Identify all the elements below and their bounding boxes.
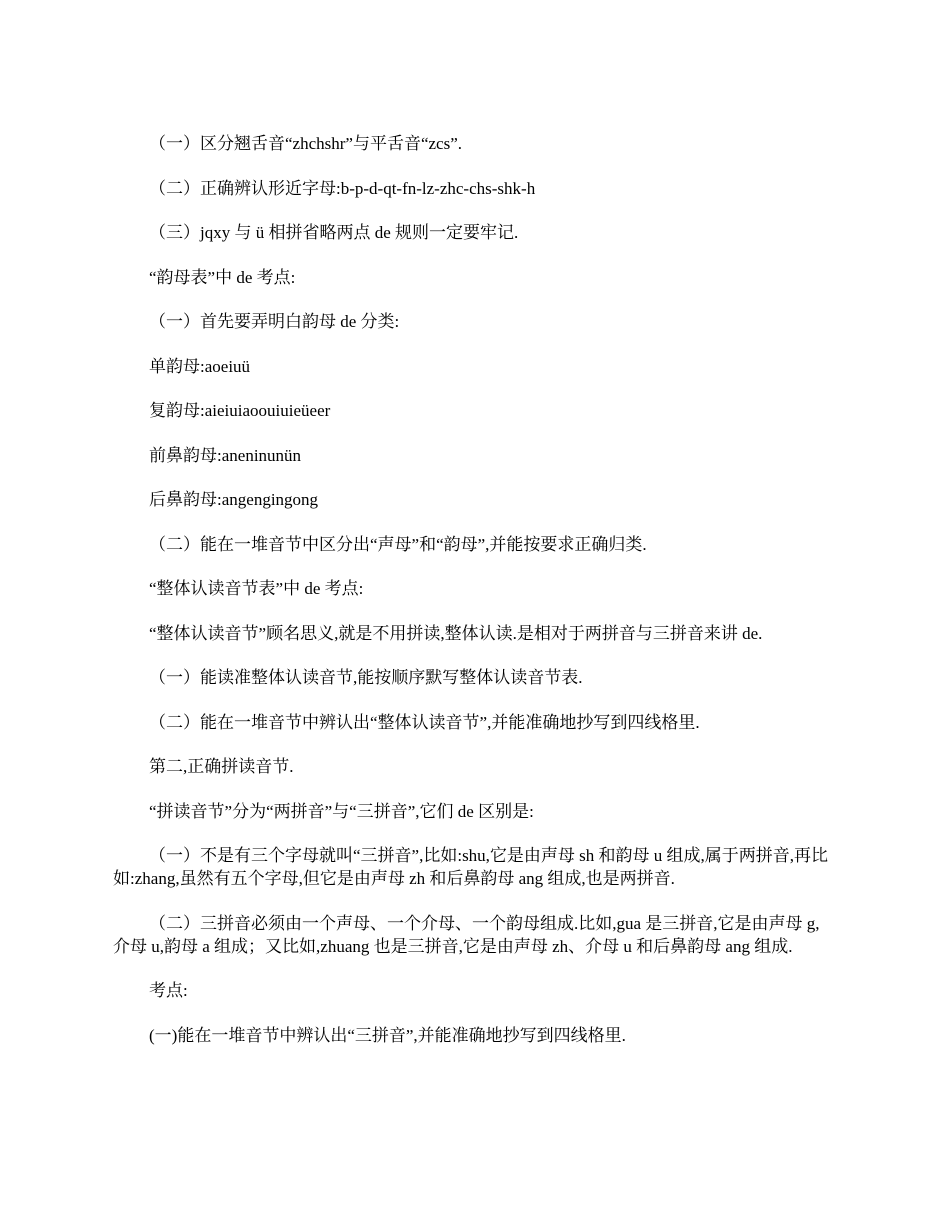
- paragraph-identify-whole-syllables: （二）能在一堆音节中辨认出“整体认读音节”,并能准确地抄写到四线格里.: [149, 712, 700, 732]
- paragraph-front-nasal-finals: 前鼻韵母:aneninunün: [149, 445, 302, 465]
- paragraph-exam-points-heading: 考点:: [149, 981, 188, 1000]
- paragraph-two-part-spelling: （一）不是有三个字母就叫“三拼音”,比如:shu,它是由声母 sh 和韵母 u 组成,属于两拼音,再比如:zhang,虽然有五个字母,但它是由声母 zh 和后鼻韵母 ang 组成,也是两拼音.: [113, 846, 829, 888]
- paragraph-read-whole-syllables: （一）能读准整体认读音节,能按顺序默写整体认读音节表.: [149, 668, 583, 687]
- paragraph-whole-syllables-heading: “整体认读音节表”中 de 考点:: [149, 579, 364, 598]
- paragraph-simple-finals: 单韵母:aoeiuü: [149, 356, 251, 376]
- paragraph-compound-finals: 复韵母:aieiuiaoouiuieüeer: [149, 401, 331, 420]
- paragraph-jqxy-rule: （三）jqxy 与 ü 相拼省略两点 de 规则一定要牢记.: [149, 223, 519, 242]
- paragraph-three-part-spelling: （二）三拼音必须由一个声母、一个介母、一个韵母组成.比如,gua 是三拼音,它是由声母 g,介母 u,韵母 a 组成；又比如,zhuang 也是三拼音,它是由声母 zh、介母 u 和后鼻韵母 ang 组成.: [113, 913, 820, 956]
- paragraph-whole-syllables-definition: “整体认读音节”顾名思义,就是不用拼读,整体认读.是相对于两拼音与三拼音来讲 de.: [149, 623, 763, 643]
- paragraph-syllable-types: “拼读音节”分为“两拼音”与“三拼音”,它们 de 区别是:: [149, 801, 534, 821]
- paragraph-back-nasal-finals: 后鼻韵母:angengingong: [149, 490, 319, 509]
- paragraph-finals-table-heading: “韵母表”中 de 考点:: [149, 267, 296, 287]
- paragraph-section-two-heading: 第二,正确拼读音节.: [149, 757, 294, 776]
- paragraph-similar-letters: （二）正确辨认形近字母:b-p-d-qt-fn-lz-zhc-chs-shk-h: [149, 178, 536, 198]
- paragraph-distinguish-initials-finals: （二）能在一堆音节中区分出“声母”和“韵母”,并能按要求正确归类.: [149, 534, 647, 554]
- paragraph-identify-three-part: (一)能在一堆音节中辨认出“三拼音”,并能准确地抄写到四线格里.: [149, 1025, 626, 1045]
- document-body: [113, 132, 831, 1068]
- paragraph-retroflex-vs-flat: （一）区分翘舌音“zhchshr”与平舌音“zcs”.: [149, 134, 463, 153]
- paragraph-finals-classification: （一）首先要弄明白韵母 de 分类:: [149, 312, 400, 331]
